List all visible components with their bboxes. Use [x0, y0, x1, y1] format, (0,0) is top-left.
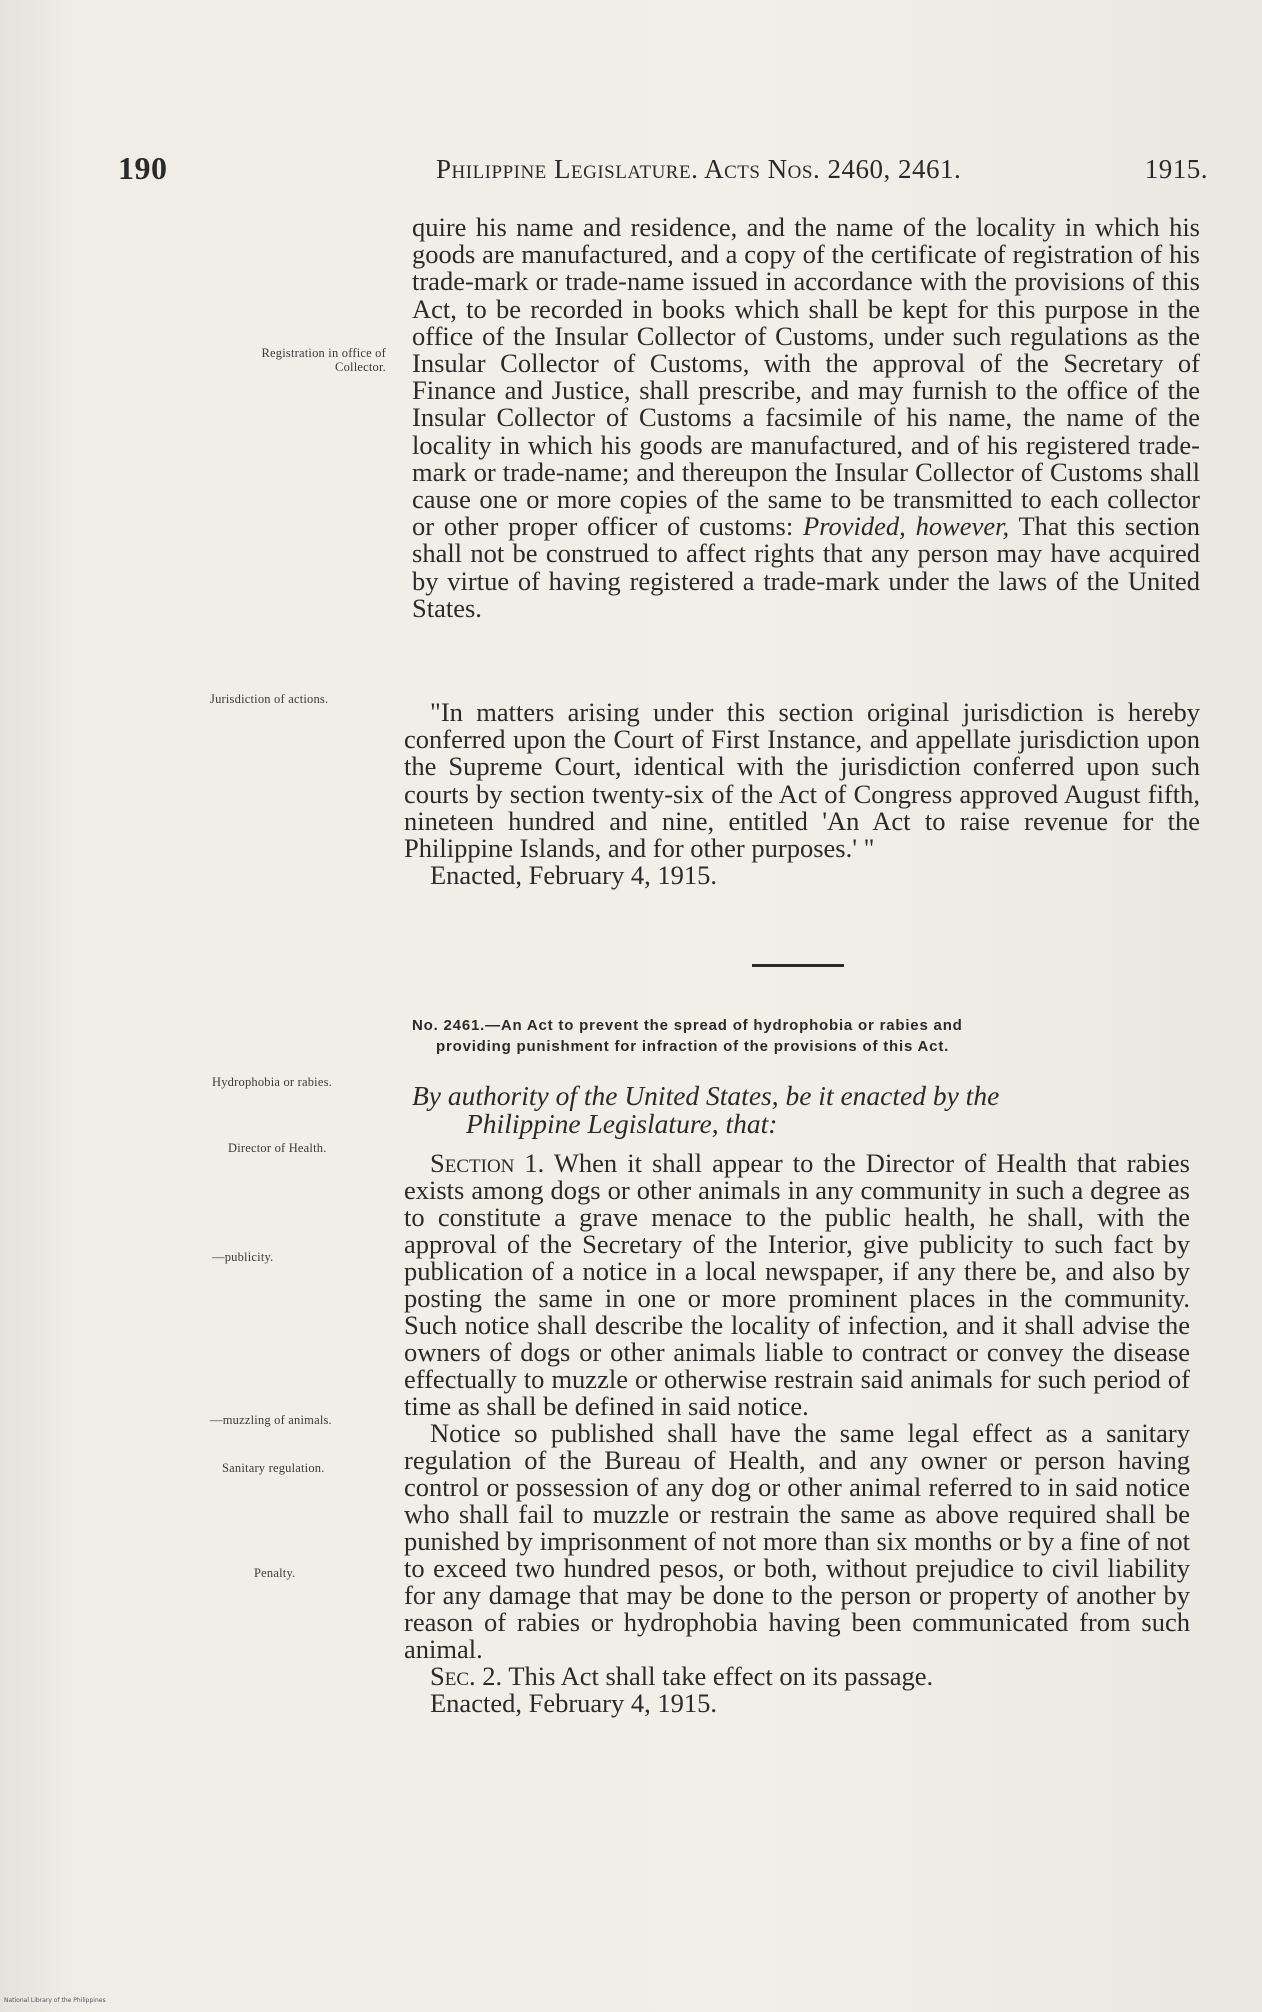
- scan-footer: National Library of the Philippines: [4, 1997, 106, 2004]
- act-2461-enacted: Enacted, February 4, 1915.: [430, 1688, 717, 1718]
- enacting-clause: By authority of the United States, be it enacted by the Philippine Legislature, that:: [412, 1080, 1000, 1139]
- act-2460-text: [412, 214, 1200, 622]
- page-number: 190: [118, 150, 168, 186]
- act-2460-enacted: Enacted, February 4, 1915.: [430, 860, 717, 891]
- margin-note-publicity: —publicity.: [212, 1250, 274, 1264]
- margin-note-registration: Registration in office of Collector.: [261, 346, 386, 374]
- section-2: Sec. 2. This Act shall take effect on its passage.: [430, 1661, 934, 1691]
- act-2460-jurisdiction: "In matters arising under this section original jurisdiction is hereby conferred upon the Court of First Instance, and appellate jurisdiction upon the Supreme Court, identical with the jurisdiction conferred upon such courts by section twenty-six of the Act of Congress approved August fifth, nineteen hundred and nine, entitled 'An Act to raise revenue for the Philippine Islands, and for other purposes.' " Enacted, February 4, 1915.: [404, 697, 1200, 891]
- margin-note-muzzling: —muzzling of animals.: [210, 1413, 332, 1427]
- section-divider: [752, 964, 844, 967]
- act-2460-continuation: quire his name and residence, and the name of the locality in which his goods are manufactured, and a copy of the certificate of registration of his trade-mark or trade-name issued in accordance with the provisions of this Act, to be recorded in books which shall be kept for this purpose in the office of the Insular Collector of Customs, under such regulations as the Insular Collector of Customs, with the approval of the Secretary of Finance and Justice, shall prescribe, and may furnish to the office of the Insular Collector of Customs a facsimile of his name, the name of the locality in which his goods are manufactured, and of his registered trade-mark or trade-name; and thereupon the Insular Collector of Customs shall cause one or more copies of the same to be transmitted to each collector or other proper officer of customs: Provided, however, That this section shall not be construed to affect rights that any person may have acquired by virtue of having registered a trade-mark under the laws of the United States.: [412, 212, 1200, 623]
- act-2461-title: No. 2461.—An Act to prevent the spread of hydrophobia or rabies and providing punishment for infraction of the provisions of this Act.: [412, 1017, 963, 1055]
- section-1-paragraph-2: Notice so published shall have the same legal effect as a sanitary regulation of the Bureau of Health, and any owner or person having control or possession of any dog or other animal referred to in said notice who shall fail to muzzle or restrain the same as above required shall be punished by imprisonment of not more than six months or by a fine of not to exceed two hundred pesos, or both, without prejudice to civil liability for any damage that may be done to the person or property of another by reason of rabies or hydrophobia having been communicated from such animal.: [404, 1418, 1190, 1664]
- section-1: Section 1. When it shall appear to the Director of Health that rabies exists among dogs or other animals in any community in such a degree as to constitute a grave menace to the public health, he shall, with the approval of the Secretary of the Interior, give publicity to such fact by publication of a notice in a local newspaper, if any there be, and also by posting the same in one or more prominent places in the community. Such notice shall describe the locality of infection, and it shall advise the owners of dogs or other animals liable to contract or convey the disease effectually to muzzle or otherwise restrain said animals for such period of time as shall be defined in said notice.: [404, 1148, 1190, 1421]
- margin-note-sanitary: Sanitary regulation.: [222, 1461, 325, 1475]
- header-year: 1915.: [1144, 154, 1208, 184]
- running-head: Philippine Legislature. Acts Nos. 2460, 2461.: [436, 154, 962, 184]
- margin-note-director: Director of Health.: [228, 1141, 327, 1155]
- page-header: [118, 150, 1208, 190]
- margin-note-jurisdiction: Jurisdiction of actions.: [210, 692, 329, 706]
- act-2461-body: [404, 1150, 1190, 1717]
- margin-note-penalty: Penalty.: [254, 1566, 296, 1580]
- margin-note-hydrophobia: Hydrophobia or rabies.: [212, 1075, 332, 1089]
